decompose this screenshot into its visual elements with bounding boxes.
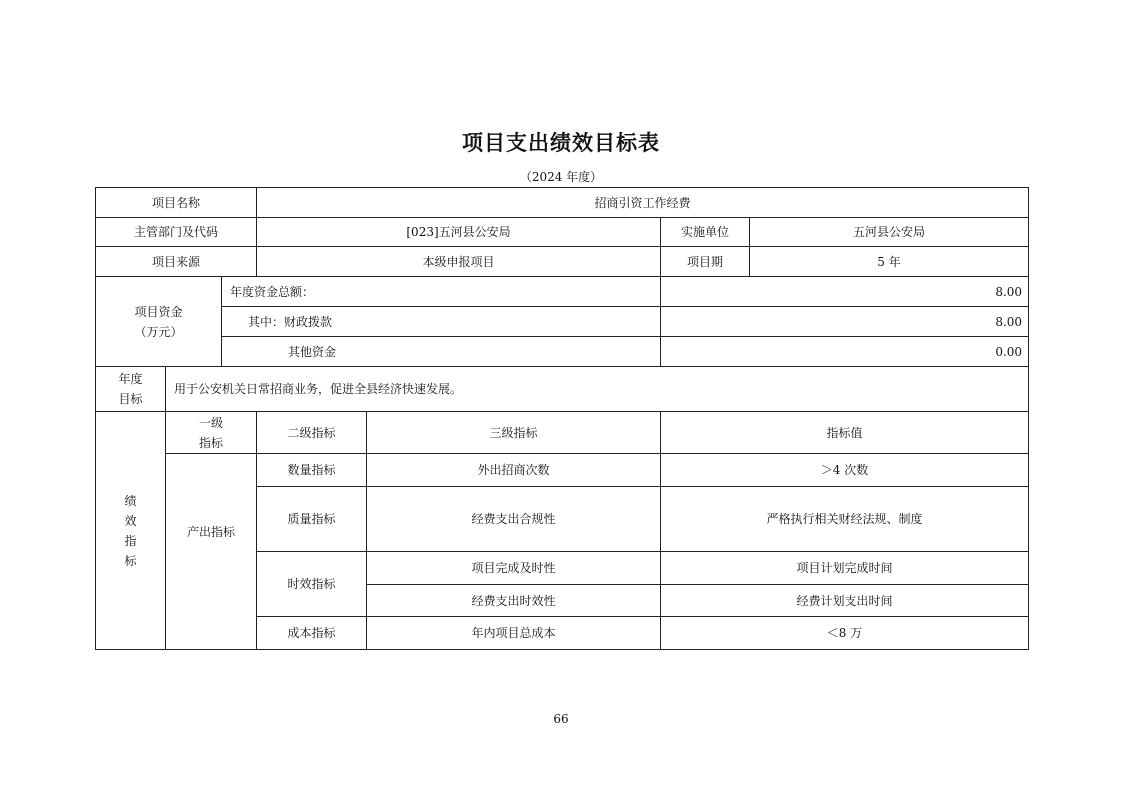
funds-total-label: 年度资金总额： (222, 277, 661, 307)
value-cell: 项目计划完成时间 (661, 552, 1029, 585)
page-title: 项目支出绩效目标表 (462, 131, 660, 155)
level2-cell: 时效指标 (257, 552, 367, 617)
funds-other-value: 0.00 (661, 337, 1029, 367)
value-cell: ＜8 万 (661, 617, 1029, 650)
header-level1-line1: 一级 (199, 415, 224, 430)
level3-cell: 年内项目总成本 (367, 617, 661, 650)
dept-label: 主管部门及代码 (96, 218, 257, 247)
project-name-label: 项目名称 (96, 188, 257, 218)
level3-cell: 项目完成及时性 (367, 552, 661, 585)
perf-char: 效 (124, 513, 137, 528)
page-number: 66 (553, 712, 569, 726)
header-level3: 三级指标 (367, 412, 661, 454)
header-value: 指标值 (661, 412, 1029, 454)
header-level1-line2: 指标 (199, 435, 224, 450)
goal-label (96, 367, 166, 412)
funds-other-label: 其他资金 (222, 337, 661, 367)
level3-cell: 外出招商次数 (367, 454, 661, 487)
goal-label-line1: 年度 (118, 372, 143, 386)
year-label: （2024 年度） (519, 170, 603, 184)
row-funds-other (96, 337, 1029, 367)
impl-unit-label: 实施单位 (661, 218, 750, 247)
row-funds-fiscal (96, 307, 1029, 337)
goal-label-line2: 目标 (118, 392, 143, 406)
funds-label-line2: （万元） (134, 324, 183, 339)
impl-unit-value: 五河县公安局 (750, 218, 1029, 247)
funds-label-line1: 项目资金 (134, 304, 183, 319)
period-label: 项目期 (661, 247, 750, 277)
funds-total-value: 8.00 (661, 277, 1029, 307)
perf-char: 标 (124, 553, 137, 568)
row-indicator-header (96, 412, 1029, 454)
performance-indicator-label (96, 412, 166, 650)
perf-char: 绩 (124, 493, 137, 508)
performance-target-table (95, 187, 1029, 650)
goal-text: 用于公安机关日常招商业务，促进全县经济快速发展。 (166, 367, 1029, 412)
row-project-name (96, 188, 1029, 218)
value-cell: ＞4 次数 (661, 454, 1029, 487)
period-value: 5 年 (750, 247, 1029, 277)
source-label: 项目来源 (96, 247, 257, 277)
level2-cell: 成本指标 (257, 617, 367, 650)
row-funds-total (96, 277, 1029, 307)
row-annual-goal (96, 367, 1029, 412)
source-value: 本级申报项目 (257, 247, 661, 277)
level2-cell: 质量指标 (257, 487, 367, 552)
perf-char: 指 (124, 533, 137, 548)
funds-label (96, 277, 222, 367)
row-department (96, 218, 1029, 247)
funds-fiscal-value: 8.00 (661, 307, 1029, 337)
level1-output: 产出指标 (166, 454, 257, 650)
value-cell: 经费计划支出时间 (661, 585, 1029, 617)
value-cell: 严格执行相关财经法规、制度 (661, 487, 1029, 552)
project-name-value: 招商引资工作经费 (257, 188, 1029, 218)
header-level2: 二级指标 (257, 412, 367, 454)
dept-value: [023]五河县公安局 (257, 218, 661, 247)
row-source (96, 247, 1029, 277)
funds-fiscal-label: 其中：财政拨款 (222, 307, 661, 337)
table-row (96, 454, 1029, 487)
header-level1 (166, 412, 257, 454)
level3-cell: 经费支出时效性 (367, 585, 661, 617)
level3-cell: 经费支出合规性 (367, 487, 661, 552)
level2-cell: 数量指标 (257, 454, 367, 487)
